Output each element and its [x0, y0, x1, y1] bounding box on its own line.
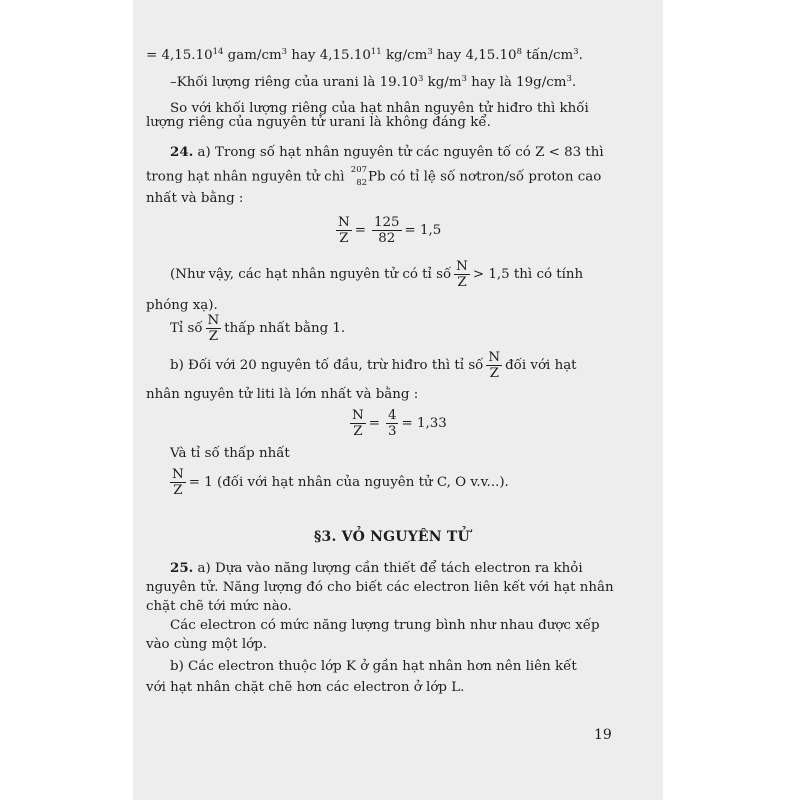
text-line: nhất và bằng :	[146, 191, 244, 206]
text-line: với hạt nhân chặt chẽ hơn các electron ở lớp L.	[146, 680, 465, 695]
problem-24-a: 24. a) Trong số hạt nhân nguyên tử các nguyên tố có Z < 83 thì	[170, 144, 604, 160]
density-line-1: = $4,15.10^{14}$ gam/$cm^3$ hay 4,15.10$^{11}$ $kg/cm^3$ hay 4,15.10$^8$ tấn/$cm^3$.	[146, 47, 583, 63]
text-line: nguyên tử. Năng lượng đó cho biết các electron liên kết với hạt nhân	[146, 580, 614, 595]
text-line: Và tỉ số thấp nhất	[170, 446, 290, 461]
text-line: Các electron có mức năng lượng trung bình như nhau được xếp	[170, 618, 600, 633]
problem-24-b: b) Đối với 20 nguyên tố đầu, trừ hiđro thì tỉ số $\frac{N}{Z}$ đối với hạt	[170, 350, 577, 381]
lowest-ratio-line: Tỉ số $\frac{N}{Z}$ thấp nhất bằng 1.	[170, 313, 346, 344]
problem-25-a: 25. a) Dựa vào năng lượng cần thiết để tách electron ra khỏi	[170, 560, 583, 576]
lead-nuclide: 207 82	[350, 165, 368, 188]
problem-25-b: b) Các electron thuộc lớp K ở gần hạt nhân hơn nên liên kết	[170, 659, 577, 674]
equation-n-z-lead: $\frac{N}{Z}$ = $\frac{125}{82}$ = 1,5	[338, 215, 442, 246]
text-line: So với khối lượng riêng của hạt nhân nguyên tử hiđro thì khối	[170, 101, 589, 116]
section-heading: §3. VỎ NGUYÊN TỬ	[314, 529, 470, 545]
density-line-2: –Khối lượng riêng của urani là 19.10$^3$ $kg/m^3$ hay là $19g/cm^3$.	[170, 74, 577, 90]
radioactivity-note: (Như vậy, các hạt nhân nguyên tử có tỉ số $\frac{N}{Z}$ > 1,5 thì có tính	[170, 259, 584, 290]
text-line: lượng riêng của nguyên tử urani là không đáng kể.	[146, 115, 491, 130]
text-line: chặt chẽ tới mức nào.	[146, 599, 292, 614]
page-number: 19	[594, 727, 612, 743]
text-line: vào cùng một lớp.	[146, 637, 268, 652]
lowest-ratio-equation: $\frac{N}{Z}$ = 1 (đối với hạt nhân của nguyên tử C, O v.v...).	[172, 467, 509, 498]
text-line: phóng xạ).	[146, 298, 218, 313]
equation-n-z-lithium: $\frac{N}{Z}$ = $\frac{4}{3}$ = 1,33	[352, 408, 447, 439]
text-line: nhân nguyên tử liti là lớn nhất và bằng :	[146, 387, 419, 402]
lead-nuclide-line: trong hạt nhân nguyên tử chì 207 82 Pb có tỉ lệ số nơtron/số proton cao	[146, 165, 602, 188]
